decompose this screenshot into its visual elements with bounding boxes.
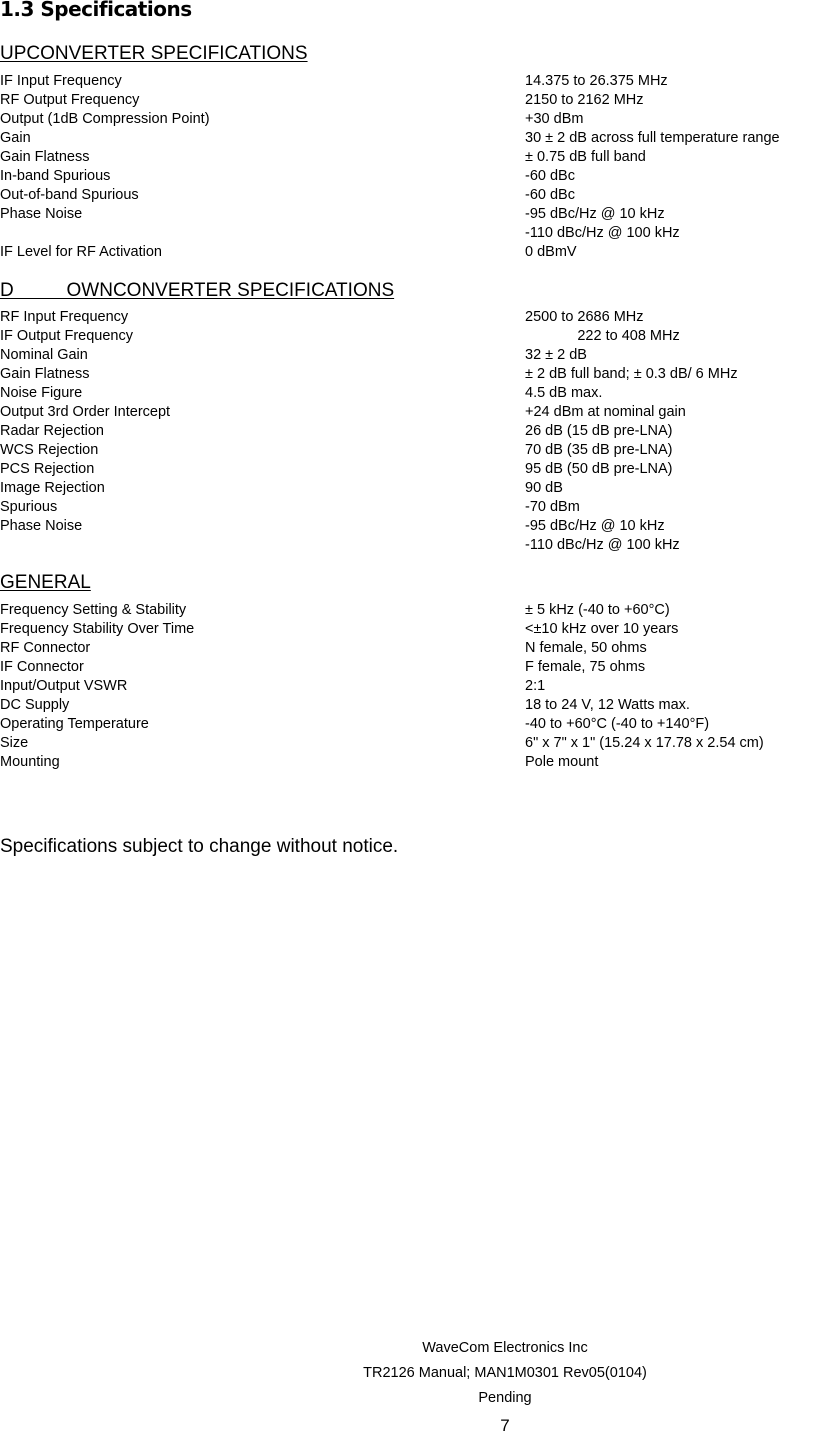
- spec-label: IF Connector: [0, 659, 84, 675]
- spec-row: [0, 91, 814, 110]
- spec-value: -95 dBc/Hz @ 10 kHz: [525, 206, 665, 222]
- spec-row: [0, 243, 814, 262]
- spec-value: 14.375 to 26.375 MHz: [525, 73, 668, 89]
- spec-row: [0, 148, 814, 167]
- spec-value: 32 ± 2 dB: [525, 347, 587, 363]
- spec-row: [0, 72, 814, 91]
- spec-label: RF Output Frequency: [0, 92, 140, 108]
- spec-row: [0, 224, 814, 243]
- spec-label: WCS Rejection: [0, 442, 99, 458]
- spec-value: ± 0.75 dB full band: [525, 149, 646, 165]
- downconverter-heading: D OWNCONVERTER SPECIFICATIONS: [0, 280, 395, 301]
- spec-row: [0, 715, 814, 734]
- spec-label: Phase Noise: [0, 518, 83, 534]
- spec-label: Frequency Setting & Stability: [0, 602, 187, 618]
- spec-row: [0, 696, 814, 715]
- spec-row: [0, 734, 814, 753]
- spec-row: [0, 129, 814, 148]
- spec-value: -70 dBm: [525, 499, 580, 515]
- spec-label: Spurious: [0, 499, 58, 515]
- spec-value: N female, 50 ohms: [525, 640, 647, 656]
- spec-row: [0, 658, 814, 677]
- general-heading: GENERAL: [0, 572, 91, 593]
- spec-label: Noise Figure: [0, 385, 83, 401]
- spec-row: [0, 403, 814, 422]
- spec-label: RF Connector: [0, 640, 91, 656]
- spec-label: In-band Spurious: [0, 168, 111, 184]
- spec-row: [0, 620, 814, 639]
- spec-row: [0, 639, 814, 658]
- footer-status: Pending: [478, 1390, 532, 1406]
- spec-row: [0, 479, 814, 498]
- spec-label: IF Level for RF Activation: [0, 244, 162, 260]
- spec-value: -60 dBc: [525, 168, 575, 184]
- spec-row: [0, 498, 814, 517]
- spec-value: 6" x 7" x 1" (15.24 x 17.78 x 2.54 cm): [525, 735, 764, 751]
- spec-label: Operating Temperature: [0, 716, 149, 732]
- spec-value: +30 dBm: [525, 111, 584, 127]
- spec-label: Nominal Gain: [0, 347, 88, 363]
- spec-row: [0, 327, 814, 346]
- spec-value: 0 dBmV: [525, 244, 577, 260]
- spec-row: [0, 460, 814, 479]
- spec-label: Frequency Stability Over Time: [0, 621, 195, 637]
- spec-value: <±10 kHz over 10 years: [525, 621, 679, 637]
- spec-value: -110 dBc/Hz @ 100 kHz: [525, 537, 680, 553]
- spec-row: [0, 308, 814, 327]
- spec-label: Output (1dB Compression Point): [0, 111, 210, 127]
- spec-value: -110 dBc/Hz @ 100 kHz: [525, 225, 680, 241]
- spec-row: [0, 365, 814, 384]
- spec-row: [0, 677, 814, 696]
- spec-label: Output 3rd Order Intercept: [0, 404, 171, 420]
- spec-value: -60 dBc: [525, 187, 575, 203]
- spec-label: Radar Rejection: [0, 423, 104, 439]
- page-title: 1.3 Specifications: [0, 0, 192, 21]
- spec-label: PCS Rejection: [0, 461, 95, 477]
- spec-value: -40 to +60°C (-40 to +140°F): [525, 716, 710, 732]
- spec-label: Mounting: [0, 754, 60, 770]
- spec-label: RF Input Frequency: [0, 309, 129, 325]
- footer-manual: TR2126 Manual; MAN1M0301 Rev05(0104): [363, 1365, 647, 1381]
- spec-row: [0, 167, 814, 186]
- change-notice: Specifications subject to change without notice.: [0, 836, 399, 857]
- spec-value: 26 dB (15 dB pre-LNA): [525, 423, 673, 439]
- spec-label: Input/Output VSWR: [0, 678, 128, 694]
- spec-row: [0, 517, 814, 536]
- upconverter-heading: UPCONVERTER SPECIFICATIONS: [0, 43, 308, 64]
- spec-label: DC Supply: [0, 697, 70, 713]
- spec-row: [0, 205, 814, 224]
- spec-label: Gain Flatness: [0, 149, 90, 165]
- spec-value: 2500 to 2686 MHz: [525, 309, 644, 325]
- spec-value: 30 ± 2 dB across full temperature range: [525, 130, 780, 146]
- spec-value: 222 to 408 MHz: [525, 328, 680, 344]
- spec-value: +24 dBm at nominal gain: [525, 404, 686, 420]
- spec-row: [0, 384, 814, 403]
- spec-row: [0, 601, 814, 620]
- spec-row: [0, 441, 814, 460]
- spec-value: -95 dBc/Hz @ 10 kHz: [525, 518, 665, 534]
- spec-row: [0, 110, 814, 129]
- spec-label: IF Input Frequency: [0, 73, 122, 89]
- spec-label: Out-of-band Spurious: [0, 187, 139, 203]
- spec-value: 90 dB: [525, 480, 563, 496]
- spec-row: [0, 422, 814, 441]
- spec-label: Image Rejection: [0, 480, 105, 496]
- spec-value: 4.5 dB max.: [525, 385, 603, 401]
- footer-company: WaveCom Electronics Inc: [422, 1340, 588, 1356]
- spec-value: 95 dB (50 dB pre-LNA): [525, 461, 673, 477]
- spec-label: Gain Flatness: [0, 366, 90, 382]
- spec-label: Size: [0, 735, 29, 751]
- spec-value: Pole mount: [525, 754, 599, 770]
- spec-row: [0, 346, 814, 365]
- spec-row: [0, 536, 814, 555]
- spec-value: 2:1: [525, 678, 546, 694]
- spec-label: IF Output Frequency: [0, 328, 133, 344]
- spec-value: ± 2 dB full band; ± 0.3 dB/ 6 MHz: [525, 366, 738, 382]
- spec-row: [0, 753, 814, 772]
- spec-row: [0, 186, 814, 205]
- spec-value: 18 to 24 V, 12 Watts max.: [525, 697, 690, 713]
- page-number: 7: [500, 1416, 510, 1435]
- spec-value: 70 dB (35 dB pre-LNA): [525, 442, 673, 458]
- spec-value: ± 5 kHz (-40 to +60°C): [525, 602, 670, 618]
- spec-value: F female, 75 ohms: [525, 659, 646, 675]
- spec-value: 2150 to 2162 MHz: [525, 92, 644, 108]
- spec-label: Gain: [0, 130, 31, 146]
- spec-label: Phase Noise: [0, 206, 83, 222]
